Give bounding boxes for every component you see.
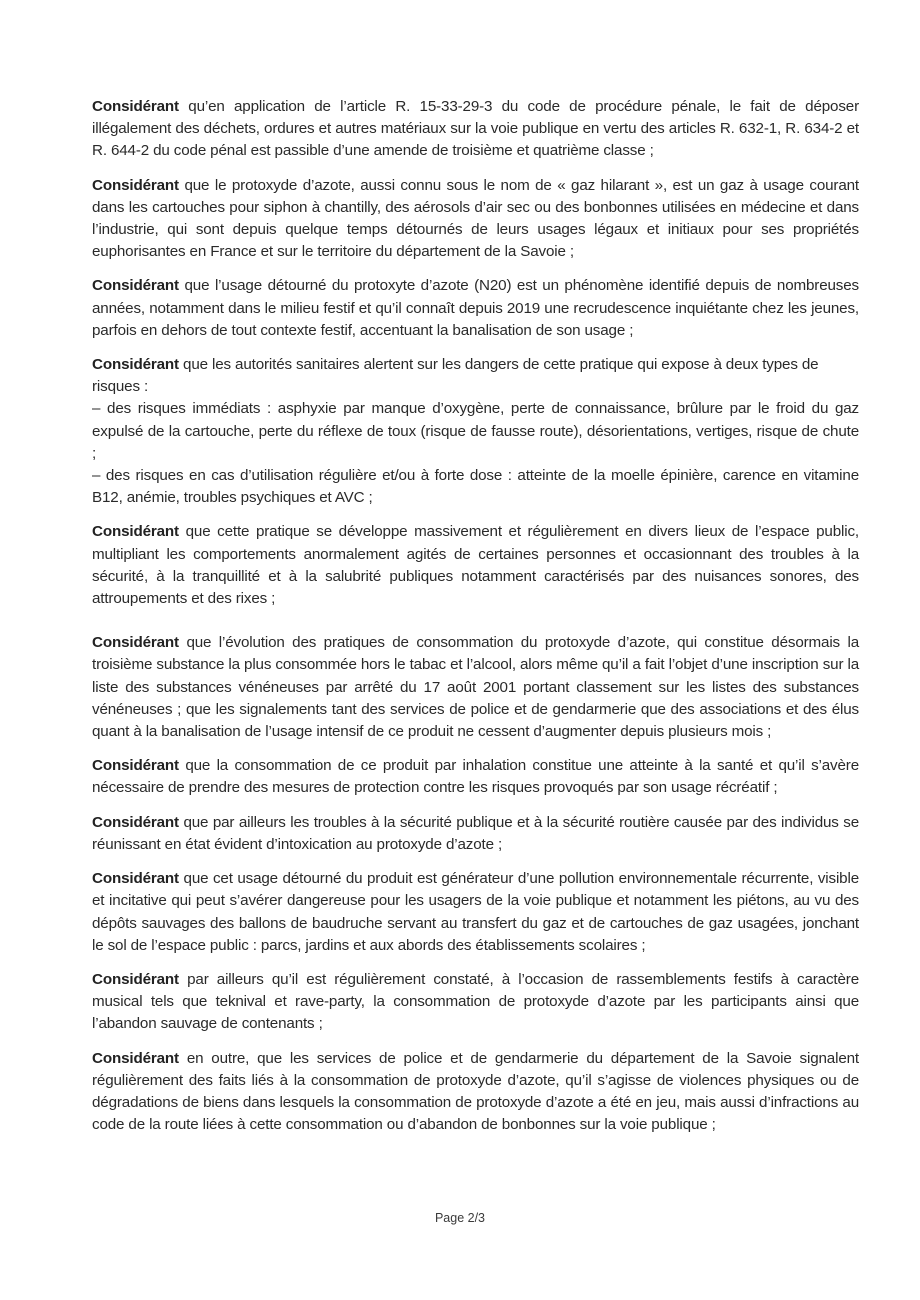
paragraph-lead: Considérant xyxy=(92,523,179,541)
paragraph-article-r15-33-29-3 xyxy=(92,96,859,163)
paragraph-lead: Considérant xyxy=(92,1049,179,1067)
paragraph-lead: Considérant xyxy=(92,757,179,775)
paragraph-rassemblements-festifs xyxy=(92,969,859,1036)
paragraph-text: que les autorités sanitaires alertent sur les dangers de cette pratique qui expose à deux types de risques : xyxy=(92,356,819,396)
paragraph-lead: Considérant xyxy=(92,277,179,295)
paragraph-lead: Considérant xyxy=(92,176,179,194)
paragraph-lead: Considérant xyxy=(92,970,179,988)
paragraph-pollution xyxy=(92,868,859,957)
paragraph-lead: Considérant xyxy=(92,813,179,831)
paragraph-text: que cet usage détourné du produit est générateur d’une pollution environnementale récurrente, visible et incitative qui peut s’avérer dangereuse pour les usagers de la voie publique et notamment les piétons, au vu des dépôts sauvages des ballons de baudruche servant au transfert du gaz et de cartouches de gaz usagées, jonchant le sol de l’espace public : parcs, jardins et aux abords des établissements scolaires ; xyxy=(92,870,859,954)
paragraph-lead: Considérant xyxy=(92,98,179,115)
paragraph-text: par ailleurs qu’il est régulièrement constaté, à l’occasion de rassemblements festifs à caractère musical tels que teknival et rave-party, la consommation de protoxyde d’azote par les participants ainsi que l’abandon sauvage de contenants ; xyxy=(92,970,859,1033)
paragraph-securite-routiere xyxy=(92,812,859,856)
paragraph-police-gendarmerie xyxy=(92,1048,859,1137)
paragraph-autorites-sanitaires xyxy=(92,354,859,509)
risk-item-regular-use: – des risques en cas d’utilisation régulière et/ou à forte dose : atteinte de la moelle épinière, carence en vitamine B12, anémie, troubles psychiques et AVC ; xyxy=(92,467,859,507)
paragraph-text: que le protoxyde d’azote, aussi connu sous le nom de « gaz hilarant », est un gaz à usage courant dans les cartouches pour siphon à chantilly, des aérosols d’air sec ou des bonbonnes utilisées en médecine et dans l’industrie, qui sont depuis quelque temps détournés de leurs usages légaux et initiaux pour ses propriétés euphorisantes en France et sur le territoire du département de la Savoie ; xyxy=(92,176,859,261)
paragraph-text: que l’évolution des pratiques de consommation du protoxyde d’azote, qui constitue désormais la troisième substance la plus consommée hors le tabac et l’alcool, alors même qu’il a fait l’objet d’une inscription sur la liste des substances vénéneuses par arrêté du 17 août 2001 portant classement sur les listes des substances vénéneuses ; que les signalements tant des services de police et de gendarmerie que des associations et des élus quant à la banalisation de l’usage intensif de ce produit ne cessent d’augmenter depuis plusieurs mois ; xyxy=(92,634,859,741)
paragraph-inhalation-sante xyxy=(92,755,859,799)
paragraph-lead: Considérant xyxy=(92,634,179,652)
paragraph-text: que par ailleurs les troubles à la sécurité publique et à la sécurité routière causée par des individus se réunissant en état évident d’intoxication au protoxyde d’azote ; xyxy=(92,813,859,853)
document-body xyxy=(92,96,859,1148)
paragraph-text: que l’usage détourné du protoxyte d’azote (N20) est un phénomène identifié depuis de nombreuses années, notamment dans le milieu festif et qu’il connaît depuis 2019 une recrudescence inquiétante chez les jeunes, parfois en dehors de tout contexte festif, accentuant la banalisation de son usage ; xyxy=(92,277,859,339)
paragraph-text: en outre, que les services de police et de gendarmerie du département de la Savoie signalent régulièrement des faits liés à la consommation de protoxyde d’azote, qu’il s’agisse de violences physiques ou de dégradations de biens dans lesquels la consommation de protoxyde d’azote a été en jeu, mais aussi d’infractions au code de la route liées à cette consommation ou d’abandon de bonbonnes sur la voie publique ; xyxy=(92,1049,859,1134)
paragraph-text: que cette pratique se développe massivement et régulièrement en divers lieux de l’espace public, multipliant les comportements anormalement agités de certaines personnes et occasionnant des troubles à la sécurité, à la tranquillité et à la salubrité publiques notamment caractérisés par des nuisances sonores, des attroupements et des rixes ; xyxy=(92,523,859,608)
paragraph-gaz-hilarant xyxy=(92,175,859,264)
risk-item-immediate: – des risques immédiats : asphyxie par manque d’oxygène, perte de connaissance, brûlure par le froid du gaz expulsé de la cartouche, perte du réflexe de toux (risque de fausse route), désorientations, vertiges, risque de chute ; xyxy=(92,400,859,462)
paragraph-usage-detourne xyxy=(92,275,859,342)
paragraph-evolution-pratiques xyxy=(92,632,859,743)
page-number: Page 2/3 xyxy=(434,1211,486,1225)
paragraph-text: que la consommation de ce produit par inhalation constitue une atteinte à la santé et qu’il s’avère nécessaire de prendre des mesures de protection contre les risques provoqués par son usage récréatif ; xyxy=(92,757,859,797)
paragraph-lead: Considérant xyxy=(92,356,179,374)
paragraph-lead: Considérant xyxy=(92,870,179,888)
paragraph-espace-public xyxy=(92,521,859,610)
paragraph-text: qu’en application de l’article R. 15-33-29-3 du code de procédure pénale, le fait de déposer illégalement des déchets, ordures et autres matériaux sur la voie publique en vertu des articles R. 632-1, R. 634-2 et R. 644-2 du code pénal est passible d’une amende de troisième et quatrième classe ; xyxy=(92,98,859,160)
